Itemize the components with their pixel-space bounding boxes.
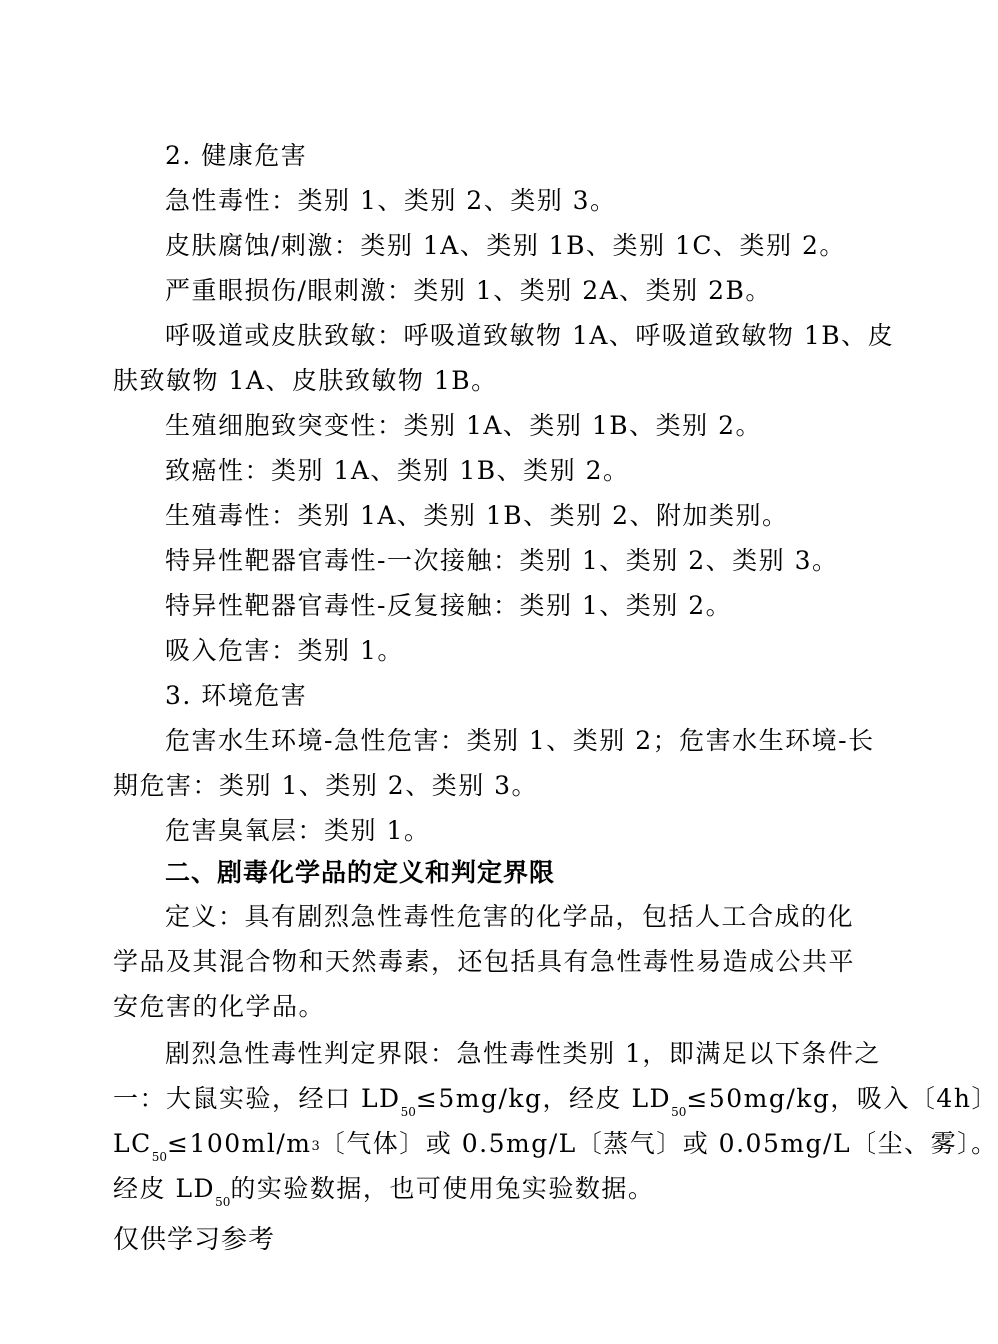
text-line: 特异性靶器官毒性-一次接触：类别 1、类别 2、类别 3。	[165, 546, 839, 575]
text-line: 剧烈急性毒性判定界限：急性毒性类别 1，即满足以下条件之	[165, 1039, 881, 1068]
text-line: 严重眼损伤/眼刺激：类别 1、类别 2A、类别 2B。	[165, 276, 772, 305]
text-line: 生殖细胞致突变性：类别 1A、类别 1B、类别 2。	[165, 411, 762, 440]
text-line: 生殖毒性：类别 1A、类别 1B、类别 2、附加类别。	[165, 501, 789, 530]
subscript: 50	[400, 1105, 416, 1119]
footer-note: 仅供学习参考	[113, 1225, 276, 1255]
subscript: 50	[215, 1195, 231, 1209]
superscript: 3	[311, 1139, 320, 1154]
text-line: 特异性靶器官毒性-反复接触：类别 1、类别 2。	[165, 591, 733, 620]
subscript: 50	[671, 1105, 687, 1119]
section-heading-health-hazards: 2. 健康危害	[165, 141, 308, 170]
subscript: 50	[151, 1150, 168, 1164]
text-line: 吸入危害：类别 1。	[165, 636, 404, 665]
text-line: 肤致敏物 1A、皮肤致敏物 1B。	[113, 366, 498, 395]
text-line: 皮肤腐蚀/刺激：类别 1A、类别 1B、类别 1C、类别 2。	[165, 231, 846, 260]
text-line: 急性毒性：类别 1、类别 2、类别 3。	[165, 186, 617, 215]
text-line-lc50: $LC_{50}\le 100ml/m3$〔气体〕或 0.5mg/L〔蒸气〕或 0.05mg/L〔尘、雾〕。	[113, 1129, 998, 1164]
chapter-heading: 二、剧毒化学品的定义和判定界限	[165, 858, 556, 887]
text-line: 学品及其混合物和天然毒素，还包括具有急性毒性易造成公共平	[113, 947, 856, 976]
text-line: 危害水生环境-急性危害：类别 1、类别 2；危害水生环境-长	[165, 726, 875, 755]
text-line-ld50: 一：大鼠实验，经口 $LD_{50}\le 5mg/kg$，经皮 $LD_{50}\le 50mg/kg$，吸入〔4h〕	[113, 1084, 998, 1119]
text-line-dermal: 经皮 $LD_{50}$的实验数据，也可使用兔实验数据。	[113, 1174, 655, 1209]
section-heading-environment-hazards: 3. 环境危害	[165, 681, 308, 710]
text-line: 呼吸道或皮肤致敏：呼吸道致敏物 1A、呼吸道致敏物 1B、皮	[165, 321, 895, 350]
text-line: 致癌性：类别 1A、类别 1B、类别 2。	[165, 456, 630, 485]
text-line: 定义：具有剧烈急性毒性危害的化学品，包括人工合成的化	[165, 902, 855, 931]
text-line: 安危害的化学品。	[113, 992, 326, 1021]
text-line: 期危害：类别 1、类别 2、类别 3。	[113, 771, 539, 800]
text-line: 危害臭氧层：类别 1。	[165, 816, 431, 845]
